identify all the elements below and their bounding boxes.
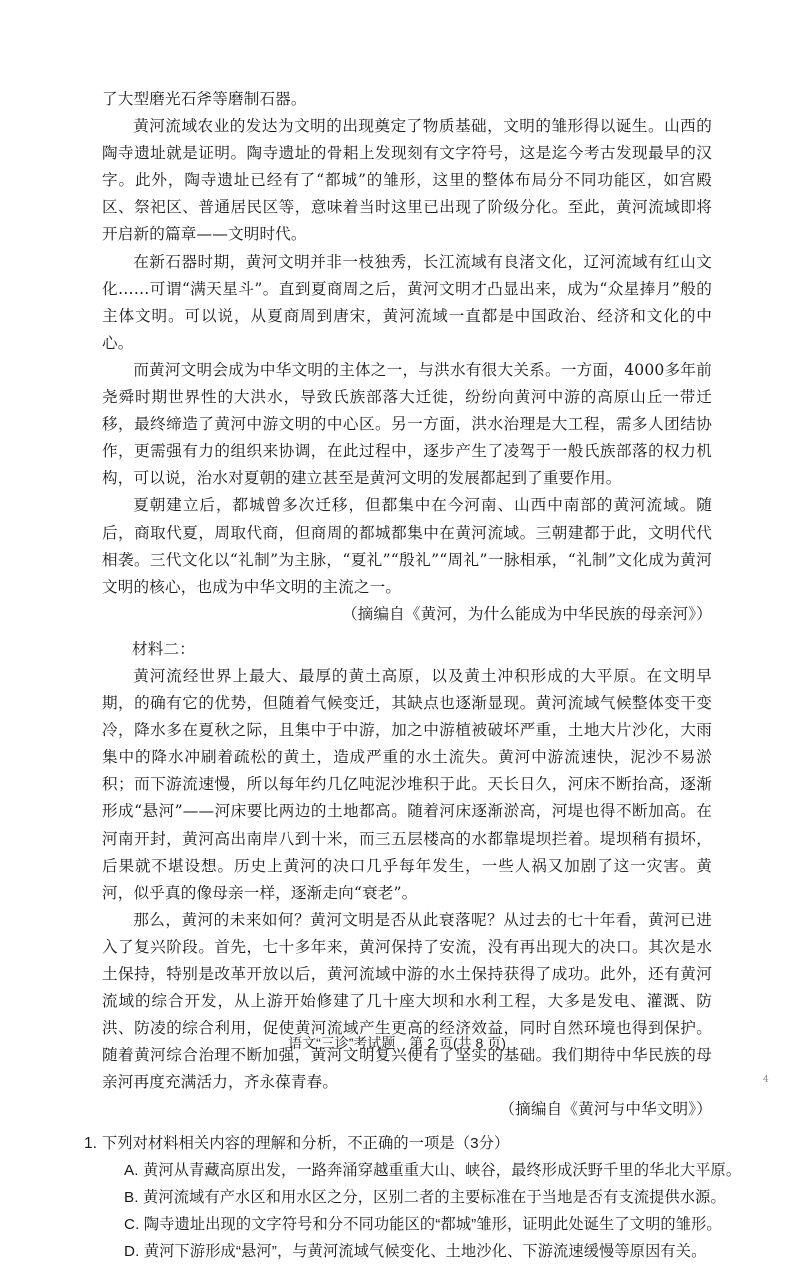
option-a: A. 黄河从青藏高原出发，一路奔涌穿越重重大山、峡谷，最终形成沃野千里的华北大平原。 [124, 1161, 742, 1179]
exam-page-body [84, 86, 742, 1265]
page-footer: 语文“三诊”考试题 第 2 页(共 8 页) [288, 1035, 506, 1051]
passage-paragraph-2: 在新石器时期，黄河文明并非一枝独秀，长江流域有良渚文化，辽河流域有红山文化……可谓“满天星斗”。直到夏商周之后，黄河文明才凸显出来，成为“众星捧月”般的主体文明。可以说，从夏商周到唐宋，黄河流域一直都是中国政治、经济和文化的中心。 [102, 252, 712, 352]
question-1 [84, 1130, 742, 1265]
passage-paragraph-1: 黄河流域农业的发达为文明的出现奠定了物质基础，文明的雏形得以诞生。山西的陶寺遗址就是证明。陶寺遗址的骨耜上发现刻有文字符号，这是迄今考古发现最早的汉字。此外，陶寺遗址已经有了“都城”的雏形，这里的整体布局分不同功能区，如宫殿区、祭祀区、普通居民区等，意味着当时这里已出现了阶级分化。至此，黄河流域即将开启新的篇章——文明时代。 [102, 117, 712, 244]
material-two-heading: 材料二： [132, 639, 195, 658]
option-b: B. 黄河流域有产水区和用水区之分，区别二者的主要标准在于当地是否有支流提供水源。 [124, 1188, 726, 1206]
passage-paragraph-5: 黄河流经世界上最大、最厚的黄土高原，以及黄土冲积形成的大平原。在文明早期，的确有它的优势，但随着气候变迁，其缺点也逐渐显现。黄河流域气候整体变干变冷，降水多在夏秋之际，且集中于中游，加之中游植被破坏严重，土地大片沙化，大雨集中的降水冲刷着疏松的黄土，造成严重的水土流失。黄河中游流速快，泥沙不易淤积；而下游流速慢，所以每年约几亿吨泥沙堆积于此。天长日久，河床不断抬高，逐渐形成“悬河”——河床要比两边的土地都高。随着河床逐渐淤高，河堤也得不断加高。在河南开封，黄河高出南岸八到十米，而三五层楼高的水都靠堤坝拦着。堤坝稍有损坏，后果就不堪设想。历史上黄河的决口几乎每年发生，一些人祸又加剧了这一灾害。黄河，似乎真的像母亲一样，逐渐走向“衰老”。 [102, 666, 712, 902]
source-citation-2: （摘编自《黄河与中华文明》） [499, 1100, 712, 1119]
passage-paragraph-4: 夏朝建立后，都城曾多次迁移，但都集中在今河南、山西中南部的黄河流域。随后，商取代夏，周取代商，但商周的都城都集中在黄河流域。三朝建都于此，文明代代相袭。三代文化以“礼制”为主脉，“夏礼”“殷礼”“周礼”一脉相承，“礼制”文化成为黄河文明的核心，也成为中华文明的主流之一。 [102, 496, 712, 596]
passage-paragraph-0: 了大型磨光石斧等磨制石器。 [102, 90, 307, 108]
option-d: D. 黄河下游形成“悬河”，与黄河流域气候变化、土地沙化、下游流速缓慢等原因有关。 [124, 1242, 707, 1260]
question-stem: 下列对材料相关内容的理解和分析，不正确的一项是（3分） [102, 1134, 510, 1152]
source-citation-1: （摘编自《黄河，为什么能成为中华民族的母亲河》） [341, 604, 712, 623]
option-c: C. 陶寺遗址出现的文字符号和分不同功能区的“都城”雏形，证明此处诞生了文明的雏形。 [124, 1215, 722, 1233]
corner-mark: 4 [763, 1075, 769, 1085]
question-number: 1. [84, 1134, 98, 1152]
passage-paragraph-6: 那么，黄河的未来如何？黄河文明是否从此衰落呢？从过去的七十年看，黄河已进入了复兴阶段。首先，七十多年来，黄河保持了安流，没有再出现大的决口。其次是水土保持，特别是改革开放以后，黄河流域中游的水土保持获得了成功。此外，还有黄河流域的综合开发，从上游开始修建了几十座大坝和水利工程，大多是发电、灌溉、防洪、防凌的综合利用，促使黄河流域产生更高的经济效益，同时自然环境也得到保护。随着黄河综合治理不断加强，黄河文明复兴便有了坚实的基础。我们期待中华民族的母亲河再度充满活力，齐永葆青春。 [102, 910, 712, 1092]
passage-paragraph-3: 而黄河文明会成为中华文明的主体之一，与洪水有很大关系。一方面，4000多年前尧舜时期世界性的大洪水，导致氏族部落大迁徙，纷纷向黄河中游的高原山丘一带迁移，最终缔造了黄河中游文明的中心区。另一方面，洪水治理是大工程，需多人团结协作，更需强有力的组织来协调，在此过程中，逐步产生了凌驾于一般氏族部落的权力机构，可以说，治水对夏朝的建立甚至是黄河文明的发展都起到了重要作用。 [102, 360, 712, 488]
